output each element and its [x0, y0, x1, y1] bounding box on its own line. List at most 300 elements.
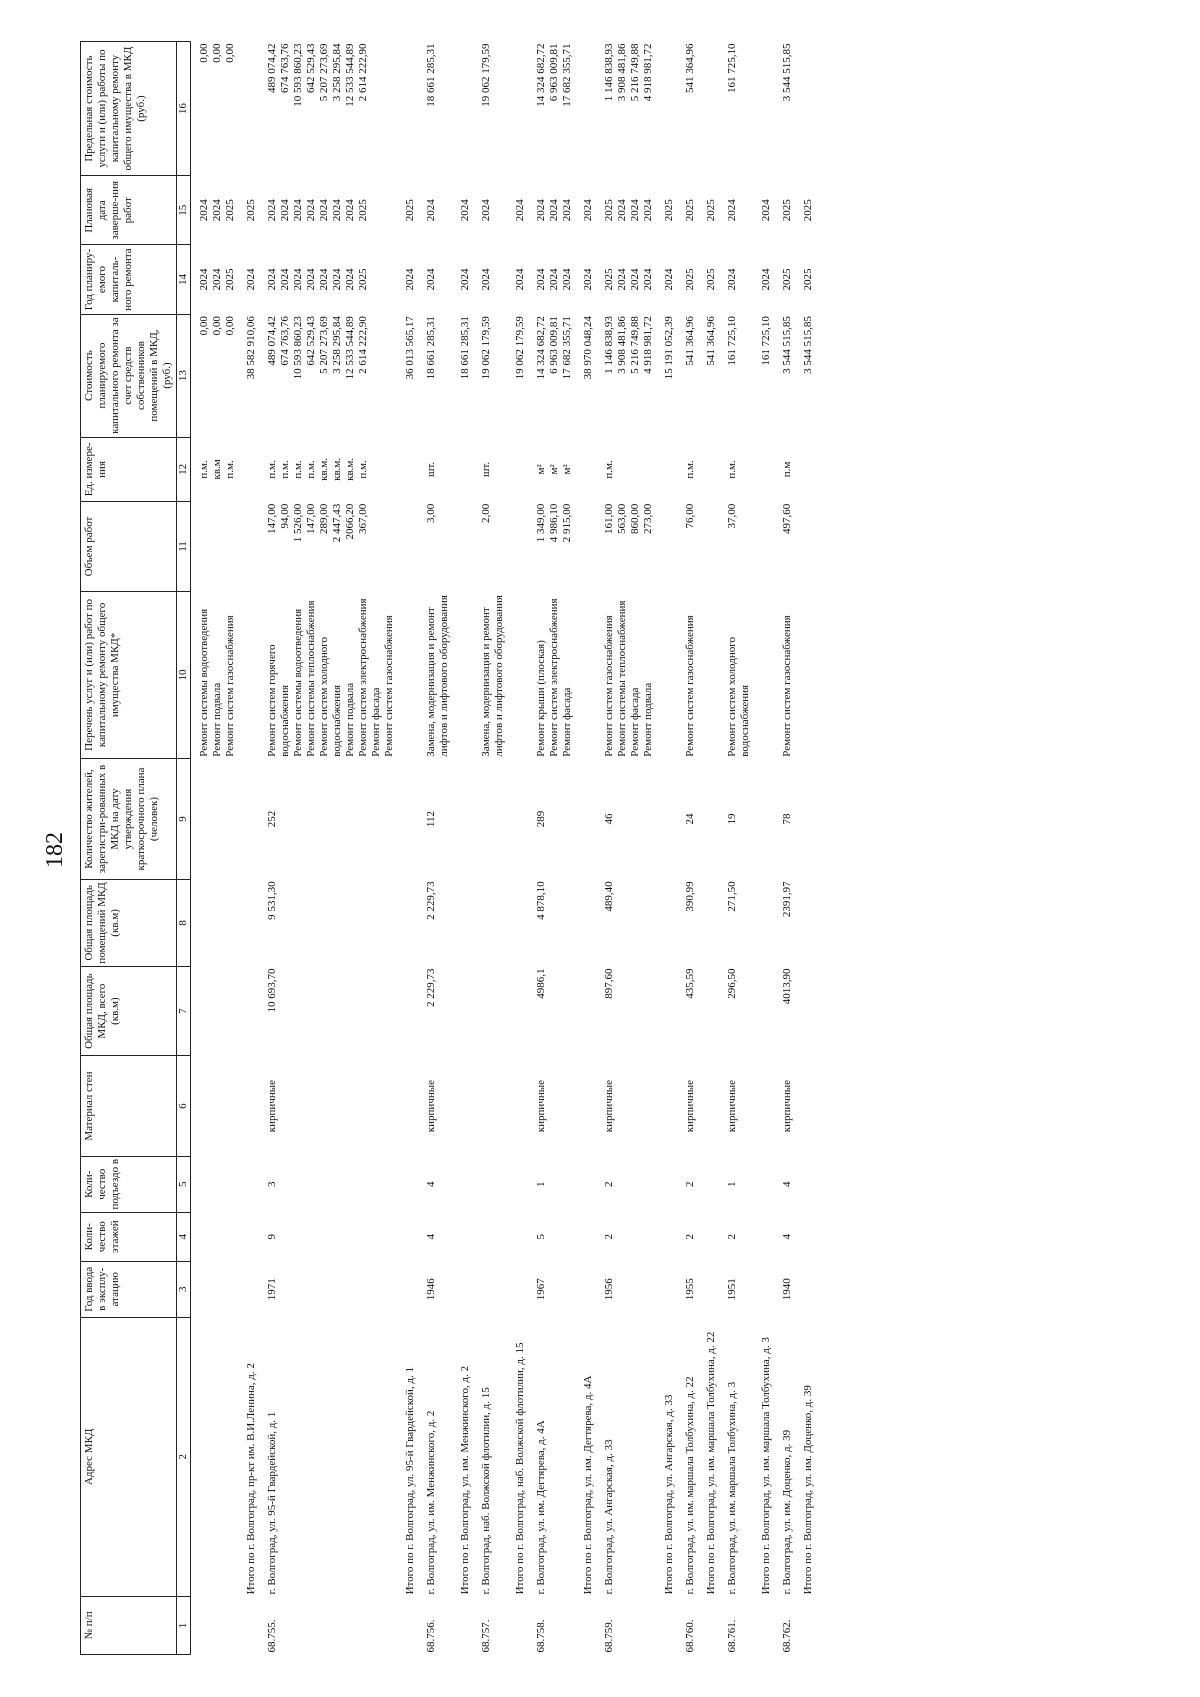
repair-year: 2025: [705, 268, 717, 291]
work-item: Ремонт фасада: [370, 687, 382, 757]
unit: п.м.: [198, 460, 210, 479]
planned-cost: 489 074,42: [266, 316, 278, 366]
work-item-cell: [473, 591, 507, 759]
total-area: [698, 966, 719, 1055]
repair-year-cell: [452, 245, 473, 314]
entrances: [753, 1156, 774, 1212]
wall-material: кирпичные: [266, 1079, 278, 1133]
repair-plan-table: [80, 41, 816, 1655]
total-row: [753, 42, 774, 1655]
cost-limit-cell: [677, 42, 698, 176]
floors: [473, 1212, 507, 1261]
cost-limit: 642 529,43: [305, 43, 317, 93]
table-row: [473, 42, 507, 1655]
cost-limit: [663, 44, 676, 174]
work-item-cell: [596, 591, 656, 759]
column-number: 10: [177, 591, 191, 759]
repair-year: 2025: [802, 268, 814, 291]
completion-year: 2024: [279, 199, 291, 222]
work-volume-cell: [753, 502, 774, 591]
work-volume-cell: [238, 502, 259, 591]
completion-year-cell: [418, 176, 452, 245]
repair-year-cell: [473, 245, 507, 314]
work-volume-cell: [677, 502, 698, 591]
work-volume: 563,00: [616, 503, 628, 535]
premises-area: [753, 879, 774, 966]
table-row: [418, 42, 452, 1655]
premises-area: 2391,97: [781, 881, 793, 918]
unit-cell: [753, 437, 774, 502]
planned-cost: 541 364,96: [705, 316, 717, 366]
planned-cost: 0,00: [211, 316, 223, 336]
column-number: 13: [177, 314, 191, 437]
work-volume: [198, 504, 211, 589]
entrances: 2: [603, 1181, 615, 1188]
work-volume-cell: [719, 502, 753, 591]
wall-material: кирпичные: [535, 1079, 547, 1133]
planned-cost-cell: [575, 314, 596, 437]
planned-cost: 18 661 285,31: [459, 316, 471, 380]
column-header: Коли-чество подъездо в: [81, 1156, 177, 1212]
address: Итого по г. Волгоград, ул. им. Менжинского, д. 2: [459, 1365, 471, 1595]
completion-year: 2024: [211, 199, 223, 222]
address: Итого по г. Волгоград, ул. им. Дегтярева, д. 4А: [582, 1375, 594, 1595]
table-row: [774, 42, 795, 1655]
unit: п.м.: [305, 460, 317, 479]
repair-year-cell: [528, 245, 575, 314]
work-item-cell: [397, 591, 418, 759]
planned-cost-cell: [507, 314, 528, 437]
cost-limit: 5 207 273,69: [318, 43, 330, 102]
cost-limit-cell: [575, 42, 596, 176]
planned-cost: 541 364,96: [684, 316, 696, 366]
total-area: [753, 966, 774, 1055]
unit: п.м.: [357, 460, 369, 479]
total-row: [507, 42, 528, 1655]
total-area: 2 229,73: [425, 968, 437, 1007]
unit: п.м.: [266, 460, 278, 479]
table-row: [528, 42, 575, 1655]
unit: м²: [561, 464, 573, 475]
unit-cell: [507, 437, 528, 502]
repair-year-cell: [795, 245, 816, 314]
cost-limit-cell: [596, 42, 656, 176]
floors: [753, 1212, 774, 1261]
planned-cost-cell: [753, 314, 774, 437]
work-volume-cell: [418, 502, 452, 591]
unit-cell: [397, 437, 418, 502]
entrances: 1: [726, 1181, 738, 1188]
cost-limit-cell: [259, 42, 397, 176]
planned-cost-cell: [656, 314, 677, 437]
repair-year: 2024: [425, 268, 437, 291]
repair-year-cell: [753, 245, 774, 314]
column-header: Год ввода в эксплу-атацию: [81, 1261, 177, 1317]
completion-year: 2024: [582, 199, 594, 222]
column-header: Предельная стоимость услуги и (или) работы по капитальному ремонту общего имущества в МКД (руб.): [81, 42, 177, 176]
year-built: [753, 1261, 774, 1317]
premises-area: 271,50: [726, 881, 738, 912]
completion-year-cell: [238, 176, 259, 245]
repair-year-cell: [656, 245, 677, 314]
cost-limit-cell: [528, 42, 575, 176]
work-volume-cell: [259, 502, 397, 591]
planned-cost-cell: [452, 314, 473, 437]
floors: [507, 1212, 528, 1261]
residents: 46: [603, 813, 615, 825]
floors: [452, 1212, 473, 1261]
floors: 9: [266, 1234, 278, 1240]
page-number: 182: [42, 832, 68, 868]
row-number: [656, 1596, 677, 1654]
column-number: 5: [177, 1156, 191, 1212]
completion-year: 2024: [480, 199, 492, 222]
residents: [452, 759, 473, 880]
row-number: 68.759.: [603, 1619, 615, 1653]
completion-year: 2025: [245, 199, 257, 222]
unit-cell: [698, 437, 719, 502]
completion-year: 2024: [292, 199, 304, 222]
work-volume: 147,00: [266, 503, 278, 535]
repair-year: 2024: [279, 268, 291, 291]
column-header: Год планиру-емого капиталь-ного ремонта: [81, 245, 177, 314]
work-item: Замена, модернизация и ремонт лифтов и лифтового оборудования: [480, 595, 505, 757]
residents: [698, 759, 719, 880]
work-item-cell: [528, 591, 575, 759]
work-volume: 161,00: [603, 503, 615, 535]
floors: [238, 1212, 259, 1261]
planned-cost: 19 062 179,59: [480, 316, 492, 380]
cost-limit-cell: [753, 42, 774, 176]
floors: [656, 1212, 677, 1261]
planned-cost: 36 013 565,17: [404, 316, 416, 380]
row-number: 68.758.: [535, 1619, 547, 1653]
premises-area: 2 229,73: [425, 881, 437, 920]
wall-material: [698, 1056, 719, 1157]
wall-material: [397, 1056, 418, 1157]
repair-year: 2024: [266, 268, 278, 291]
column-header: Общая площадь МКД, всего (кв.м): [81, 966, 177, 1055]
wall-material: [753, 1056, 774, 1157]
cost-limit: [245, 44, 258, 174]
completion-year: 2024: [760, 199, 772, 222]
entrances: 2: [684, 1181, 696, 1188]
row-number: 68.760.: [684, 1619, 696, 1653]
cost-limit-cell: [719, 42, 753, 176]
column-number: 8: [177, 879, 191, 966]
column-number: 12: [177, 437, 191, 502]
table-body: [191, 42, 817, 1655]
cost-limit: 18 661 285,31: [425, 43, 437, 107]
work-item: Ремонт фасада: [629, 687, 641, 757]
cost-limit-cell: [507, 42, 528, 176]
repair-year-cell: [677, 245, 698, 314]
residents: [656, 759, 677, 880]
cost-limit: 4 918 981,72: [642, 43, 654, 102]
completion-year: 2024: [616, 199, 628, 222]
total-area: 435,59: [684, 968, 696, 999]
cost-limit: 19 062 179,59: [480, 43, 492, 107]
total-area: 296,50: [726, 968, 738, 999]
address: Итого по г. Волгоград, пр-кт им. В.И.Ленина, д. 2: [245, 1363, 257, 1595]
cost-limit: 6 963 009,81: [548, 43, 560, 102]
total-area: 10 693,70: [266, 968, 278, 1013]
planned-cost: 161 725,10: [726, 316, 738, 366]
work-item-cell: [191, 591, 239, 759]
work-volume-cell: [774, 502, 795, 591]
planned-cost: 5 207 273,69: [318, 316, 330, 374]
floors: 5: [535, 1234, 547, 1240]
cost-limit-cell: [418, 42, 452, 176]
column-number: 6: [177, 1056, 191, 1157]
column-header: Коли-чество этажей: [81, 1212, 177, 1261]
residents: [507, 759, 528, 880]
cost-limit: 1 146 838,93: [603, 43, 615, 102]
planned-cost: 18 661 285,31: [425, 316, 437, 380]
work-item: Ремонт системы теплоснабжения: [616, 600, 628, 757]
work-volume-cell: [596, 502, 656, 591]
column-header: № п/п: [81, 1596, 177, 1654]
completion-year-cell: [473, 176, 507, 245]
planned-cost: 0,00: [198, 316, 210, 336]
repair-year: 2024: [211, 268, 223, 291]
year-built: [191, 1261, 239, 1317]
work-item-cell: [238, 591, 259, 759]
premises-area: [473, 879, 507, 966]
planned-cost-cell: [596, 314, 656, 437]
total-area: 897,60: [603, 968, 615, 999]
completion-year: 2024: [535, 199, 547, 222]
cost-limit: 0,00: [211, 43, 223, 63]
unit-cell: [575, 437, 596, 502]
premises-area: [191, 879, 239, 966]
planned-cost-cell: [418, 314, 452, 437]
repair-year: 2024: [582, 268, 594, 291]
premises-area: [397, 879, 418, 966]
completion-year: 2025: [357, 199, 369, 222]
work-volume-cell: [397, 502, 418, 591]
address: Итого по г. Волгоград, ул. им. маршала Толбухина, д. 22: [705, 1331, 717, 1595]
repair-year: 2024: [318, 268, 330, 291]
repair-year: 2024: [305, 268, 317, 291]
repair-year-cell: [507, 245, 528, 314]
repair-year-cell: [774, 245, 795, 314]
row-number: [191, 1596, 239, 1654]
cost-limit: [760, 44, 773, 174]
entrances: [698, 1156, 719, 1212]
work-volume: 289,00: [318, 503, 330, 535]
work-volume-cell: [698, 502, 719, 591]
completion-year: 2024: [726, 199, 738, 222]
unit: кв.м.: [331, 457, 343, 481]
year-built: 1951: [726, 1278, 738, 1301]
repair-year: 2024: [561, 268, 573, 291]
planned-cost-cell: [698, 314, 719, 437]
total-area: 4986,1: [535, 968, 547, 999]
completion-year: 2024: [514, 199, 526, 222]
work-volume: 860,00: [629, 503, 641, 535]
work-item: Ремонт системы водоотведения: [292, 608, 304, 757]
year-built: [698, 1261, 719, 1317]
work-volume: 147,00: [305, 503, 317, 535]
unit-cell: [191, 437, 239, 502]
unit-cell: [473, 437, 507, 502]
cost-limit: 2 614 222,90: [357, 43, 369, 102]
unit: шт.: [425, 461, 437, 478]
floors: [698, 1212, 719, 1261]
cost-limit: 0,00: [198, 43, 210, 63]
floors: [191, 1212, 239, 1261]
completion-year: 2024: [629, 199, 641, 222]
repair-year: 2024: [616, 268, 628, 291]
address: г. Волгоград, ул. им. Дегтярева, д. 4А: [535, 1420, 547, 1595]
row-number: 68.762.: [781, 1619, 793, 1653]
completion-year-cell: [698, 176, 719, 245]
residents: 24: [684, 813, 696, 825]
wall-material: [575, 1056, 596, 1157]
premises-area: [698, 879, 719, 966]
work-item: Ремонт систем холодного водоснабжения: [318, 637, 343, 757]
unit: п.м.: [292, 460, 304, 479]
address: Итого по г. Волгоград, наб. Волжской флотилии, д. 15: [514, 1342, 526, 1595]
work-volume: 76,00: [684, 503, 696, 529]
work-item: Ремонт подвала: [344, 682, 356, 757]
year-built: 1956: [603, 1278, 615, 1301]
column-header: Объем работ: [81, 502, 177, 591]
completion-year-cell: [507, 176, 528, 245]
work-volume-cell: [575, 502, 596, 591]
column-number: 16: [177, 42, 191, 176]
column-number: 15: [177, 176, 191, 245]
cost-limit-cell: [774, 42, 795, 176]
planned-cost-cell: [238, 314, 259, 437]
work-item-cell: [677, 591, 698, 759]
repair-year-cell: [418, 245, 452, 314]
row-number: 68.755.: [266, 1619, 278, 1653]
residents: [397, 759, 418, 880]
repair-year-cell: [719, 245, 753, 314]
unit: п.м.: [684, 460, 696, 479]
residents: [575, 759, 596, 880]
completion-year-cell: [596, 176, 656, 245]
floors: [575, 1212, 596, 1261]
total-area: [191, 966, 239, 1055]
repair-year: 2024: [642, 268, 654, 291]
repair-year-cell: [575, 245, 596, 314]
unit-cell: [656, 437, 677, 502]
premises-area: [575, 879, 596, 966]
unit: кв.м.: [344, 457, 356, 481]
planned-cost: 19 062 179,59: [514, 316, 526, 380]
planned-cost: 161 725,10: [760, 316, 772, 366]
planned-cost: 14 324 682,72: [535, 316, 547, 380]
row-number: [753, 1596, 774, 1654]
column-number: 1: [177, 1596, 191, 1654]
column-number: 14: [177, 245, 191, 314]
repair-year: 2024: [292, 268, 304, 291]
residents: 78: [781, 813, 793, 825]
cost-limit: 489 074,42: [266, 43, 278, 93]
repair-year: 2024: [548, 268, 560, 291]
completion-year-cell: [753, 176, 774, 245]
completion-year: 2024: [642, 199, 654, 222]
column-header: Стоимость планируемого капитального ремонта за счет средств собственников помещений в МКД, (руб.): [81, 314, 177, 437]
planned-cost-cell: [795, 314, 816, 437]
unit: кв.м: [211, 459, 223, 480]
unit: кв.м.: [318, 457, 330, 481]
header-row: [81, 42, 177, 1655]
unit-cell: [774, 437, 795, 502]
planned-cost: 4 918 981,72: [642, 316, 654, 374]
row-number: [452, 1596, 473, 1654]
work-item-cell: [774, 591, 795, 759]
floors: 2: [603, 1234, 615, 1240]
planned-cost-cell: [719, 314, 753, 437]
floors: 2: [726, 1234, 738, 1240]
repair-year: 2024: [726, 268, 738, 291]
unit-cell: [596, 437, 656, 502]
row-number: [507, 1596, 528, 1654]
cost-limit-cell: [452, 42, 473, 176]
column-number: 3: [177, 1261, 191, 1317]
floors: [795, 1212, 816, 1261]
address: г. Волгоград, ул. им. Доценко, д. 39: [781, 1429, 793, 1595]
cost-limit-cell: [795, 42, 816, 176]
repair-year-cell: [238, 245, 259, 314]
year-built: 1946: [425, 1278, 437, 1301]
completion-year-cell: [677, 176, 698, 245]
row-number: [575, 1596, 596, 1654]
work-volume-cell: [795, 502, 816, 591]
cost-limit-cell: [191, 42, 239, 176]
work-item: Ремонт фасада: [561, 687, 573, 757]
work-item: Ремонт систем газоснабжения: [224, 615, 236, 757]
planned-cost: 6 963 009,81: [548, 316, 560, 374]
work-item: Ремонт системы водоотведения: [198, 608, 210, 757]
residents: 289: [535, 810, 547, 828]
premises-area: 9 531,30: [266, 881, 278, 920]
cost-limit: 10 593 860,23: [292, 43, 304, 107]
completion-year-cell: [259, 176, 397, 245]
address: Итого по г. Волгоград, ул. им. Доценко, д. 39: [802, 1385, 814, 1595]
column-header: Общая площадь помещений МКД (кв.м): [81, 879, 177, 966]
repair-year-cell: [191, 245, 239, 314]
year-built: [452, 1261, 473, 1317]
total-area: [656, 966, 677, 1055]
cost-limit: 5 216 749,88: [629, 43, 641, 102]
cost-limit-cell: [698, 42, 719, 176]
residents: 112: [425, 810, 437, 828]
repair-year: 2024: [459, 268, 471, 291]
premises-area: 390,99: [684, 881, 696, 912]
cost-limit-cell: [397, 42, 418, 176]
table-row: [677, 42, 698, 1655]
work-volume: 367,00: [357, 503, 369, 535]
completion-year: 2024: [561, 199, 573, 222]
column-header: Перечень услуг и (или) работ по капитальному ремонту общего имущества МКД*: [81, 591, 177, 759]
row-number: [397, 1596, 418, 1654]
cost-limit: [705, 44, 718, 174]
entrances: [575, 1156, 596, 1212]
floors: 4: [781, 1234, 793, 1240]
planned-cost-cell: [473, 314, 507, 437]
premises-area: [238, 879, 259, 966]
unit-cell: [238, 437, 259, 502]
address: г. Волгоград, ул. им. Менжинского, д. 2: [425, 1410, 437, 1595]
total-area: [507, 966, 528, 1055]
entrances: [191, 1156, 239, 1212]
work-volume: 497,60: [781, 503, 793, 535]
